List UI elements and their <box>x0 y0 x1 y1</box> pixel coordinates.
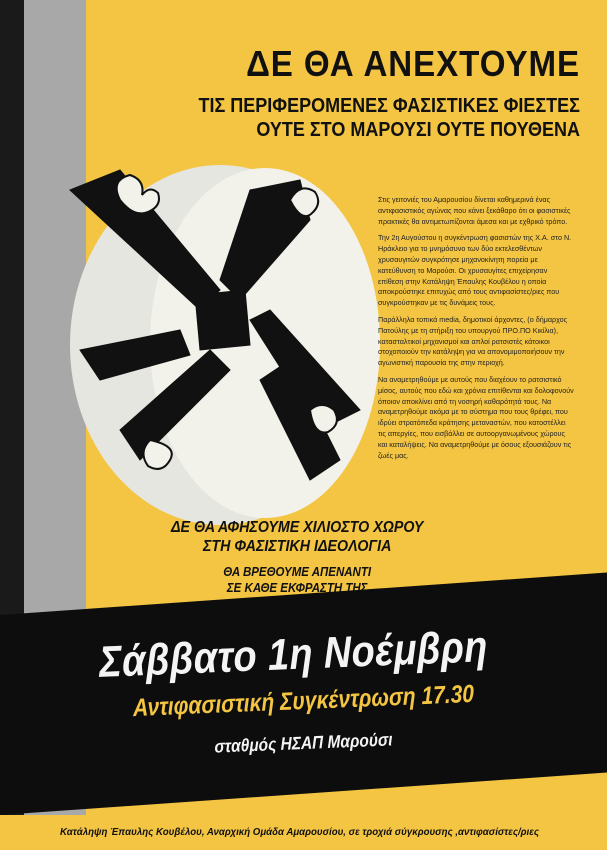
article-paragraph: Στις γειτονιές του Αμαρουσίου δίνεται καθημερινά ένας αντιφασιστικός αγώνας που κάνει ξεκάθαρο ότι οι φασιστικές πρακτικές θα αντιμετωπίζονται άμεσα και με εχθρικό τρόπο. <box>378 195 571 226</box>
slogan-line: ΔΕ ΘΑ ΑΦΗΣΟΥΜΕ ΧΙΛΙΟΣΤΟ ΧΩΡΟΥ <box>170 519 424 536</box>
article-paragraph: Να αναμετρηθούμε με αυτούς που διαχέουν το ρατσιστικό μίσος, αυτούς που εδώ και χρόνια επιτίθενται και δολοφονούν όποιον αποκλίνει από τη νοσηρή καθαρότητά τους. Να αναμετρηθούμε ακόμα με το σύστημα που τους θρέφει, που ιδρύει στρατόπεδα κράτησης μεταναστών, που κατοστέλλει τις απεργίες, που εισβάλλει σε αυτοοργανωμένους χώρους και καταλήψεις. Να αναμετρηθούμε με όσους εξουσιάζουν τις ζωές μας. <box>378 374 574 460</box>
article-paragraph: Την 2η Αυγούστου η συγκέντρωση φασιστών της Χ.Α. στο Ν. Ηράκλειο για το μνημόσυνο των δύο εκτελεσθέντων χρυσαυγιτών συγκρότησε μηχανοκίνητη πορεία με κατεύθυνση το Μαρούσι. Οι χρυσαυγίτες επιχείρησαν επίθεση στην Κατάληψη Έπαυλης Κουβέλου η οποία αποκρούστηκε επιτυχώς από τους αντιφασίστες/ριες που συγκρούστηκαν με τις δυνάμεις τους. <box>378 233 572 308</box>
headline-main: ΔΕ ΘΑ ΑΝΕΧΤΟΥΜΕ <box>246 43 580 84</box>
hand-bottom <box>143 440 171 469</box>
event-date: Σάββατο 1η Νοέμβρη <box>98 622 489 687</box>
swastika-center <box>195 290 250 350</box>
headline <box>90 44 580 142</box>
slogan-line: ΣΤΗ ΦΑΣΙΣΤΙΚΗ ΙΔΕΟΛΟΓΙΑ <box>202 538 392 555</box>
headline-sub2: ΟΥΤΕ ΣΤΟ ΜΑΡΟΥΣΙ ΟΥΤΕ ΠΟΥΘΕΝΑ <box>256 119 580 141</box>
article-paragraph: Παράλληλα τοπικά media, δημοτικοί άρχοντες, (ο δήμαρχος Πατούλης με τη στήριξη του υπουργού ΠΡΟ.ΠΟ Κικίλια), κατασταλτικοί μηχανισμοί και απλοί ρατσιστές κάτοικοι στοχοποιούν την κατάληψη για να απονομιμοποιήσουν την αγωνιστική παρουσία της στην περιοχή. <box>378 314 568 368</box>
hands-breaking-swastika-illustration <box>60 160 390 490</box>
event-info <box>0 622 607 757</box>
slogan-line: ΘΑ ΒΡΕΘΟΥΜΕ ΑΠΕΝΑΝΤΙ <box>223 565 372 579</box>
slogans <box>160 518 434 596</box>
swastika-arm-left <box>80 330 190 380</box>
footer-signatories: Κατάληψη Έπαυλης Κουβέλου, Αναρχική Ομάδα Αμαρουσίου, σε τροχιά σύγκρουσης ,αντιφασίστες/ριες <box>60 826 539 838</box>
slogan-line: ΣΕ ΚΑΘΕ ΕΚΦΡΑΣΤΗ ΤΗΣ <box>226 581 368 595</box>
event-place: σταθμός ΗΣΑΠ Μαρούσι <box>214 729 393 757</box>
article-text <box>378 195 574 467</box>
event-title: Αντιφασιστική Συγκέντρωση 17.30 <box>132 679 475 723</box>
headline-sub: ΤΙΣ ΠΕΡΙΦΕΡΟΜΕΝΕΣ ΦΑΣΙΣΤΙΚΕΣ ΦΙΕΣΤΕΣ <box>198 95 580 117</box>
